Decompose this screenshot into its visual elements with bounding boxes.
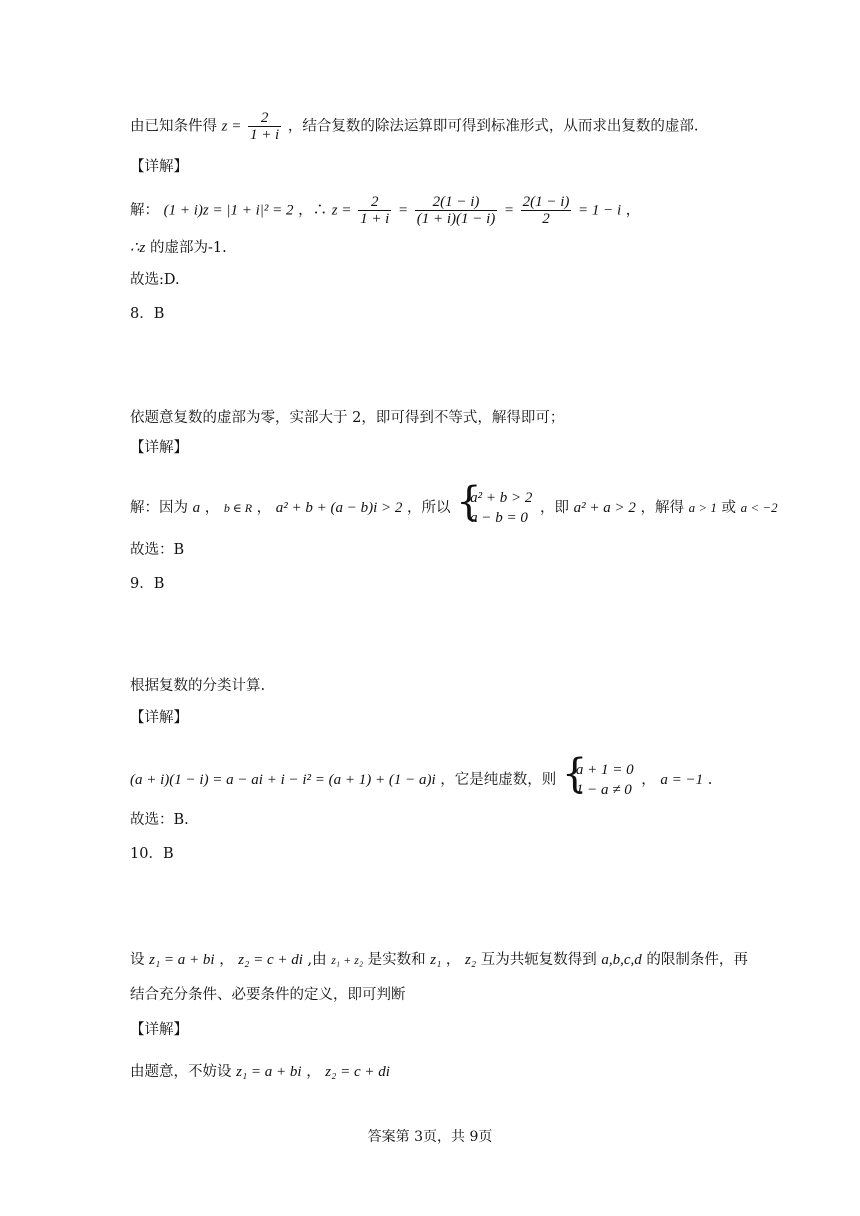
q8-analysis: 依题意复数的虚部为零，实部大于 2，即可得到不等式，解得即可； xyxy=(130,410,565,426)
fraction-denominator: 1 + i xyxy=(249,127,280,143)
q10-analysis-line1 xyxy=(130,950,748,970)
q8-detail-heading: 【详解】 xyxy=(130,440,188,456)
s7-analysis-line xyxy=(130,110,698,143)
page-footer: 答案第 3页，共 9页 xyxy=(367,1129,493,1145)
system-row: a − b = 0 xyxy=(470,510,528,526)
q8-sol-var-b: b ∈ R xyxy=(223,501,253,515)
q10-solution-line xyxy=(130,1062,390,1082)
s7-sol-fraction1 xyxy=(358,194,391,227)
s7-analysis-fraction xyxy=(248,110,281,143)
q10-z1: z₁ xyxy=(430,952,442,968)
fraction-numerator: 2 xyxy=(358,194,391,211)
q9-sol-text2: ， xyxy=(641,772,656,788)
s7-conclusion-z: ∴z xyxy=(130,240,146,256)
q9-sol-system xyxy=(564,760,634,800)
s7-sol-end: ， xyxy=(625,202,641,219)
q10-text: 由题意，不妨设 xyxy=(130,1064,232,1080)
q9-analysis: 根据复数的分类计算. xyxy=(130,678,266,694)
q9-sol-end: . xyxy=(707,772,713,788)
q8-sol-or: 或 xyxy=(721,500,736,516)
s7-sol-prefix: 解： xyxy=(130,202,159,219)
q9-sol-text1: ，它是纯虚数，则 xyxy=(440,772,557,788)
q8-sol-expression: a² + b + (a − b)i > 2 xyxy=(275,500,403,516)
s7-conclusion: 的虚部为-1. xyxy=(150,240,227,256)
q8-solution-line xyxy=(130,488,778,528)
q8-sol-text-f: ，解得 xyxy=(640,500,684,516)
q8-choice: 故选：B xyxy=(130,542,185,558)
s7-sol-z: z = xyxy=(331,202,352,219)
q10-sum: z₁ + z₂ xyxy=(331,953,364,967)
q8-sol-result2: a < −2 xyxy=(740,500,778,515)
s7-sol-tail: = 1 − i xyxy=(578,202,622,219)
q10-z1-def: z₁ = a + bi xyxy=(149,952,215,968)
q8-sol-text-c: ， xyxy=(256,500,272,516)
s7-conclusion-line xyxy=(130,238,227,258)
s7-solution-line: 解： (1 + i)z = |1 + i|² = 2 ，∴ z = $\frac{2}{1 + i}$ = $\frac{2(1 - i)}{(1 + i)(1 - i)}$ = $\frac{2(1 - i)}{2}$ = 1 − i ， xyxy=(130,194,641,227)
q9-sol-expression: (a + i)(1 − i) = a − ai + i − i² = (a + 1) + (1 − a)i xyxy=(130,772,436,788)
s7-detail-heading: 【详解】 xyxy=(130,159,188,175)
fraction-denominator: (1 + i)(1 − i) xyxy=(416,211,496,227)
q10-text: 的限制条件，再 xyxy=(646,952,748,968)
fraction-denominator: 2 xyxy=(542,211,550,227)
s7-choice: 故选:D. xyxy=(130,272,180,288)
q8-sol-system xyxy=(458,488,532,528)
q10-text: ， xyxy=(219,952,234,968)
q9-header: 9．B xyxy=(130,576,165,592)
q8-sol-text-d: ，所以 xyxy=(407,500,451,516)
q9-detail-heading: 【详解】 xyxy=(130,710,188,726)
q10-text: 互为共轭复数得到 xyxy=(480,952,597,968)
s7-sol-formula1: (1 + i)z = |1 + i|² = 2 xyxy=(163,202,294,219)
system-row: 1 − a ≠ 0 xyxy=(575,782,632,798)
q10-detail-heading: 【详解】 xyxy=(130,1022,188,1038)
s7-sol-fraction2 xyxy=(415,194,498,227)
q8-sol-text-e: ，即 xyxy=(540,500,569,516)
fraction-numerator: 2(1 − i) xyxy=(522,194,570,210)
fraction-numerator: 2 xyxy=(248,110,281,127)
q9-choice: 故选：B. xyxy=(130,812,189,828)
q10-text: ,由 xyxy=(307,952,327,968)
q9-solution-line xyxy=(130,760,712,800)
system-row: { a² + b > 2 xyxy=(470,490,533,506)
s7-sol-fraction3 xyxy=(521,194,572,227)
q9-sol-result: a = −1 xyxy=(660,772,704,788)
s7-sol-therefore: ，∴ xyxy=(298,202,328,219)
q10-z2-def: z₂ = c + di xyxy=(325,1064,390,1080)
q8-sol-text-a: 解：因为 xyxy=(130,500,188,516)
q10-vars: a,b,c,d xyxy=(601,952,642,968)
q10-text: ， xyxy=(306,1064,321,1080)
q10-z1-def: z₁ = a + bi xyxy=(236,1064,302,1080)
q10-text: ， xyxy=(445,952,461,968)
q10-text: 设 xyxy=(130,952,145,968)
q10-analysis-line2: 结合充分条件、必要条件的定义，即可判断 xyxy=(130,987,406,1003)
fraction-numerator: 2(1 − i) xyxy=(415,194,498,211)
s7-analysis-post: ，结合复数的除法运算即可得到标准形式，从而求出复数的虚部. xyxy=(287,118,699,135)
s7-analysis-formula: z = xyxy=(221,118,242,135)
fraction-denominator: 1 + i xyxy=(360,211,390,227)
q8-sol-inequality: a² + a > 2 xyxy=(573,500,636,516)
q10-text: 是实数和 xyxy=(367,952,426,968)
s7-analysis-pre: 由已知条件得 xyxy=(130,118,217,135)
q8-sol-var-a: a xyxy=(192,500,201,516)
q8-sol-text-b: ， xyxy=(204,500,220,516)
q10-z2-def: z₂ = c + di xyxy=(238,952,303,968)
system-row: { a + 1 = 0 xyxy=(575,762,634,778)
q8-header: 8．B xyxy=(130,306,165,322)
q10-z2: z₂ xyxy=(465,952,477,968)
q8-sol-result1: a > 1 xyxy=(688,500,717,515)
q10-header: 10．B xyxy=(130,846,174,862)
